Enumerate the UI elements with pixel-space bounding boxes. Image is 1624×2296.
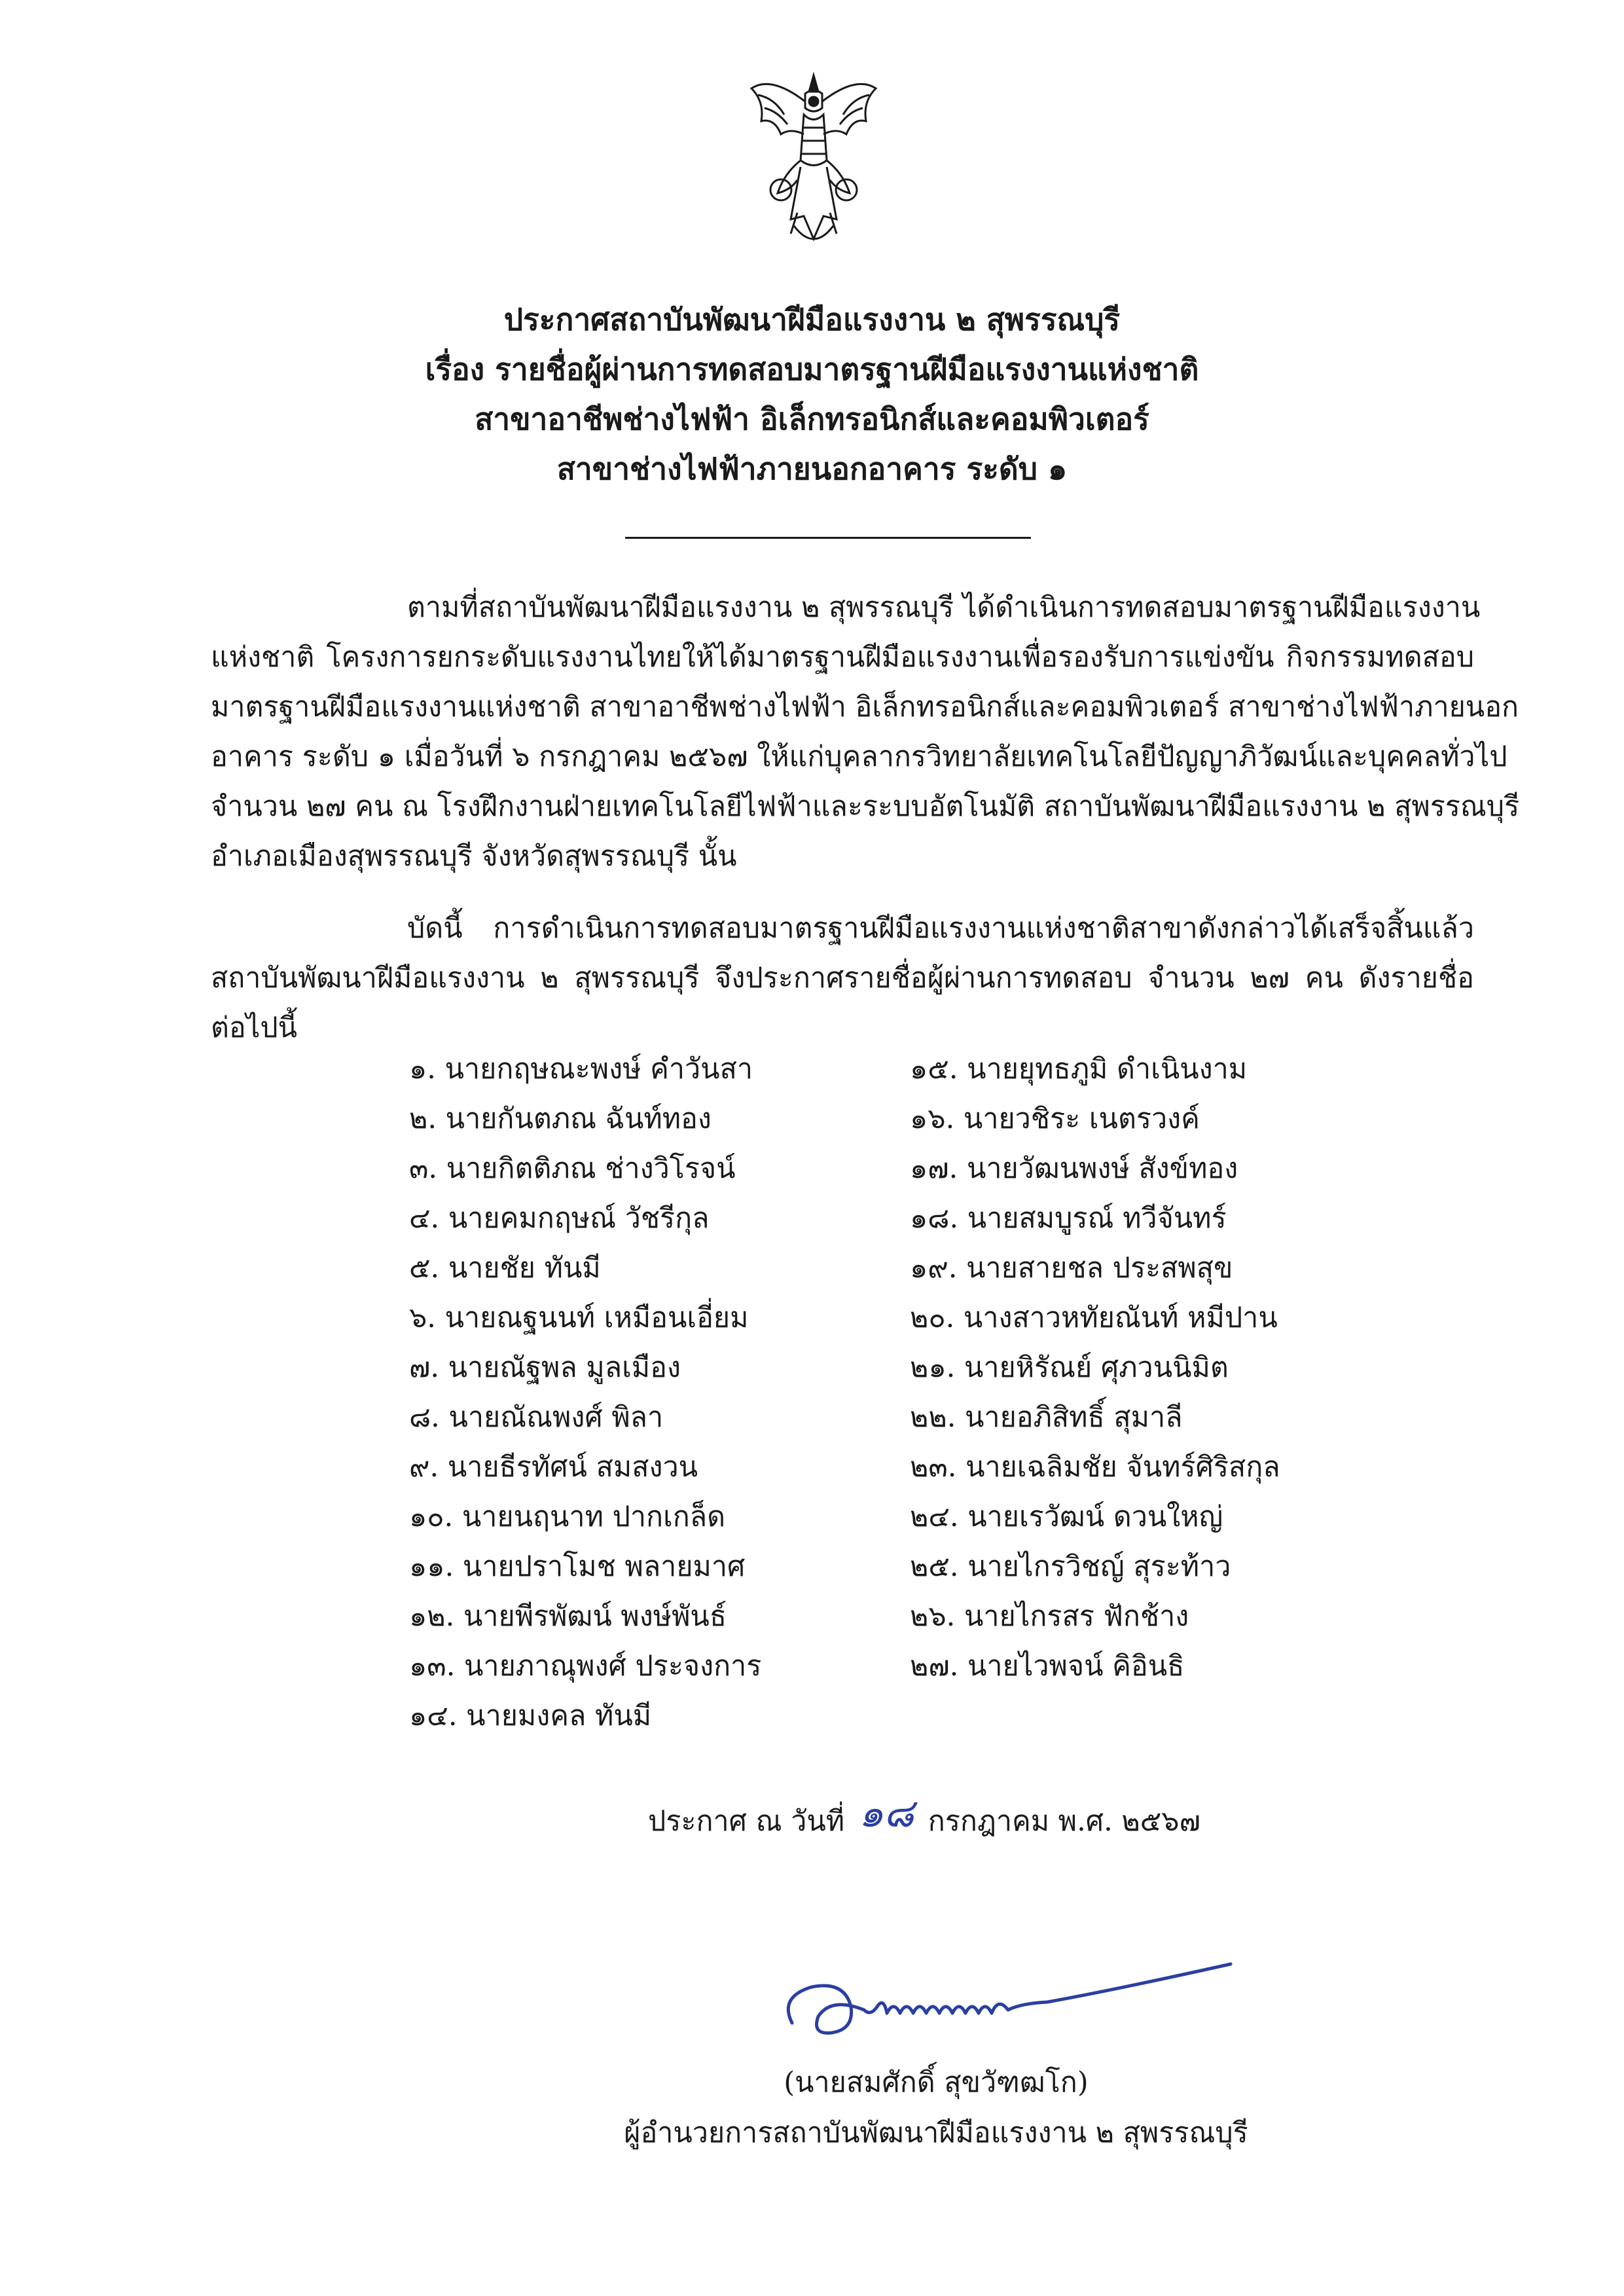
list-item: ๒๗. นายไวพจน์ คิอินธิ (910, 1650, 1185, 1683)
list-item: ๑๑. นายปราโมช พลายมาศ (409, 1550, 746, 1583)
heading-line-2: เรื่อง รายชื่อผู้ผ่านการทดสอบมาตรฐานฝีมือแรงงานแห่งชาติ (425, 352, 1199, 387)
list-item: ๒๕. นายไกรวิชญ์ สุระท้าว (910, 1550, 1231, 1583)
garuda-emblem (745, 62, 882, 252)
signer-title: ผู้อำนวยการสถาบันพัฒนาฝีมือแรงงาน ๒ สุพรรณบุรี (624, 2117, 1248, 2149)
list-item: ๑๓. นายภาณุพงศ์ ประจงการ (409, 1650, 762, 1683)
list-item: ๖. นายณฐนนท์ เหมือนเอี่ยม (409, 1302, 749, 1334)
names-list-column-2 (910, 1044, 1280, 1691)
list-item: ๒. นายกันตภณ ฉันท์ทอง (409, 1102, 712, 1135)
list-item: ๒๓. นายเฉลิมชัย จันทร์ศิริสกุล (910, 1451, 1280, 1484)
list-item: ๒๐. นางสาวหทัยณันท์ หมีปาน (910, 1302, 1278, 1334)
body-paragraph-2 (211, 903, 1474, 1053)
list-item: ๑๔. นายมงคล ทันมี (409, 1700, 652, 1732)
list-item: ๑๒. นายพีรพัฒน์ พงษ์พันธ์ (409, 1600, 727, 1633)
heading-divider (625, 537, 1031, 539)
signer-name: (นายสมศักดิ์ สุขวัฑฒโก) (784, 2066, 1089, 2099)
announcement-date (648, 1793, 1200, 1846)
list-item: ๘. นายณัณพงศ์ พิลา (409, 1401, 664, 1434)
list-item: ๑๘. นายสมบูรณ์ ทวีจันทร์ (910, 1202, 1227, 1235)
body-paragraph-1 (211, 583, 1520, 881)
heading-line-1: ประกาศสถาบันพัฒนาฝีมือแรงงาน ๒ สุพรรณบุรี (503, 302, 1121, 337)
handwritten-day: ๑๘ (858, 1791, 914, 1836)
list-item: ๑. นายกฤษณะพงษ์ คำวันสา (409, 1053, 753, 1085)
announce-prefix: ประกาศ ณ วันที่ (648, 1805, 845, 1838)
names-list-column-1 (409, 1044, 761, 1741)
paragraph-line: สถาบันพัฒนาฝีมือแรงงาน ๒ สุพรรณบุรี จึงประกาศรายชื่อผู้ผ่านการทดสอบ จำนวน ๒๗ คน ดังรายชื่อ (211, 962, 1474, 994)
list-item: ๑๗. นายวัฒนพงษ์ สังข์ทอง (910, 1152, 1238, 1185)
list-item: ๑๙. นายสายชล ประสพสุข (910, 1252, 1233, 1285)
paragraph-line: มาตรฐานฝีมือแรงงานแห่งชาติ สาขาอาชีพช่างไฟฟ้า อิเล็กทรอนิกส์และคอมพิวเตอร์ สาขาช่างไฟฟ้าภายนอก (211, 691, 1519, 723)
paragraph-line: ต่อไปนี้ (211, 1011, 298, 1044)
list-item: ๒๑. นายหิรัณย์ ศุภวนนิมิต (910, 1351, 1229, 1384)
list-item: ๕. นายชัย ทันมี (409, 1252, 601, 1285)
paragraph-line: บัดนี้ การดำเนินการทดสอบมาตรฐานฝีมือแรงงานแห่งชาติสาขาดังกล่าวได้เสร็จสิ้นแล้ว (407, 912, 1474, 945)
announcement-heading (196, 295, 1428, 494)
signature-mark (772, 1951, 1244, 2056)
list-item: ๗. นายณัฐพล มูลเมือง (409, 1351, 681, 1384)
list-item: ๑๐. นายนฤนาท ปากเกล็ด (409, 1501, 726, 1533)
paragraph-line: จำนวน ๒๗ คน ณ โรงฝึกงานฝ่ายเทคโนโลยีไฟฟ้าและระบบอัตโนมัติ สถาบันพัฒนาฝีมือแรงงาน ๒ สุพรรณบุรี (211, 790, 1520, 823)
list-item: ๒๒. นายอภิสิทธิ์ สุมาลี (910, 1401, 1183, 1434)
announce-suffix: กรกฎาคม พ.ศ. ๒๕๖๗ (928, 1805, 1200, 1838)
list-item: ๒๖. นายไกรสร ฟักช้าง (910, 1600, 1189, 1633)
list-item: ๔. นายคมกฤษณ์ วัชรีกุล (409, 1202, 710, 1235)
heading-line-3: สาขาอาชีพช่างไฟฟ้า อิเล็กทรอนิกส์และคอมพิวเตอร์ (475, 401, 1149, 437)
paragraph-line: ตามที่สถาบันพัฒนาฝีมือแรงงาน ๒ สุพรรณบุรี ได้ดำเนินการทดสอบมาตรฐานฝีมือแรงงาน (407, 591, 1481, 624)
paragraph-line: อำเภอเมืองสุพรรณบุรี จังหวัดสุพรรณบุรี นั้น (211, 840, 737, 873)
paragraph-line: อาคาร ระดับ ๑ เมื่อวันที่ ๖ กรกฎาคม ๒๕๖๗ ให้แก่บุคลากรวิทยาลัยเทคโนโลยีปัญญาภิวัฒน์และบุคคลทั่วไป (211, 740, 1507, 773)
list-item: ๒๔. นายเรวัฒน์ ดวนใหญ่ (910, 1501, 1223, 1533)
list-item: ๑๖. นายวชิระ เนตรวงค์ (910, 1102, 1200, 1135)
list-item: ๑๕. นายยุทธภูมิ ดำเนินงาม (910, 1053, 1248, 1085)
paragraph-line: แห่งชาติ โครงการยกระดับแรงงานไทยให้ได้มาตรฐานฝีมือแรงงานเพื่อรองรับการแข่งขัน กิจกรรมทดสอบ (211, 641, 1474, 674)
list-item: ๙. นายธีรทัศน์ สมสงวน (409, 1451, 698, 1484)
heading-line-4: สาขาช่างไฟฟ้าภายนอกอาคาร ระดับ ๑ (556, 451, 1068, 486)
list-item: ๓. นายกิตติภณ ช่างวิโรจน์ (409, 1152, 736, 1185)
